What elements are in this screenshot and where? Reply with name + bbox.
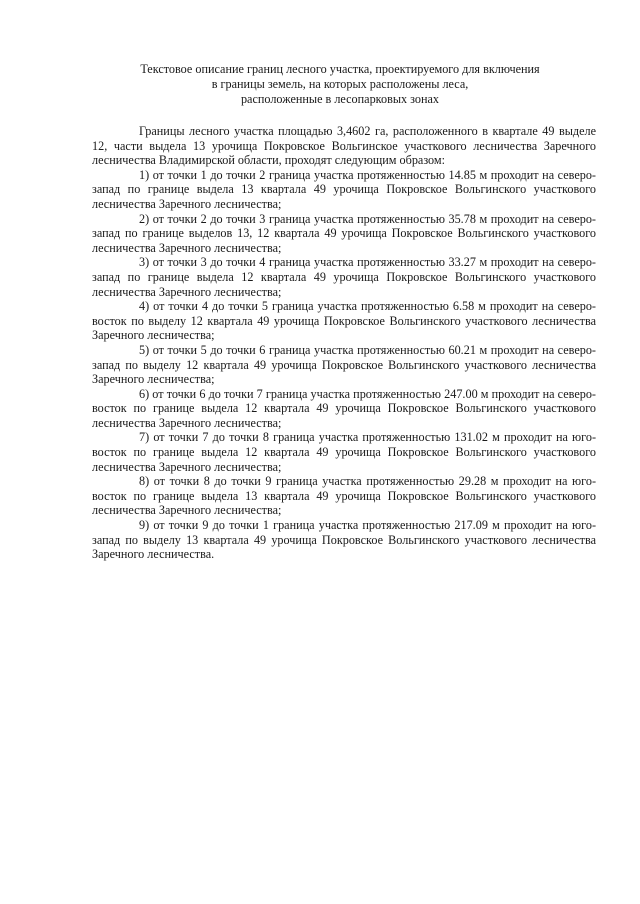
document-body (92, 124, 596, 562)
segment-paragraph: 3) от точки 3 до точки 4 граница участка протяженностью 33.27 м проходит на северо-запад по границе выдела 12 квартала 49 урочища Покровское Вольгинского участкового лесничества Заречного лесничества; (92, 255, 596, 299)
segment-paragraph: 5) от точки 5 до точки 6 граница участка протяженностью 60.21 м проходит на северо-запад по выделу 12 квартала 49 урочища Покровское Вольгинского участкового лесничества Заречного лесничества; (92, 342, 596, 387)
segment-paragraph: 4) от точки 4 до точки 5 граница участка протяженностью 6.58 м проходит на северо-восток по выделу 12 квартала 49 урочища Покровское Вольгинского участкового лесничества Заречного лесничества; (92, 299, 596, 343)
segment-paragraph: 9) от точки 9 до точки 1 граница участка протяженностью 217.09 м проходит на юго-запад по выделу 13 квартала 49 урочища Покровское Вольгинского участкового лесничества Заречного лесничества. (92, 518, 596, 562)
title-line: в границы земель, на которых расположены леса, (211, 77, 469, 91)
title-line: Текстовое описание границ лесного участка, проектируемого для включения (140, 62, 540, 76)
segment-paragraph: 8) от точки 8 до точки 9 граница участка протяженностью 29.28 м проходит на юго-восток по границе выдела 13 квартала 49 урочища Покровское Вольгинского участкового лесничества Заречного лесничества; (92, 474, 596, 518)
intro-paragraph: Границы лесного участка площадью 3,4602 га, расположенного в квартале 49 выделе 12, части выдела 13 урочища Покровское Вольгинское участкового лесничества Заречного лесничества Владимирской области, проходят следующим образом: (92, 124, 596, 168)
document-title (90, 62, 590, 107)
segment-paragraph: 2) от точки 2 до точки 3 граница участка протяженностью 35.78 м проходит на северо-запад по границе выделов 13, 12 квартала 49 урочища Покровское Вольгинского участкового лесничества Заречного лесничества; (92, 211, 596, 255)
segment-paragraph: 7) от точки 7 до точки 8 граница участка протяженностью 131.02 м проходит на юго-восток по границе выдела 12 квартала 49 урочища Покровское Вольгинского участкового лесничества Заречного лесничества; (92, 430, 596, 474)
segment-paragraph: 6) от точки 6 до точки 7 граница участка протяженностью 247.00 м проходит на северо-восток по границе выдела 12 квартала 49 урочища Покровское Вольгинского участкового лесничества Заречного лесничества; (92, 386, 596, 430)
title-line: расположенные в лесопарковых зонах (240, 92, 440, 106)
segment-paragraph: 1) от точки 1 до точки 2 граница участка протяженностью 14.85 м проходит на северо-запад по границе выдела 13 квартала 49 урочища Покровское Вольгинского участкового лесничества Заречного лесничества; (92, 167, 596, 211)
